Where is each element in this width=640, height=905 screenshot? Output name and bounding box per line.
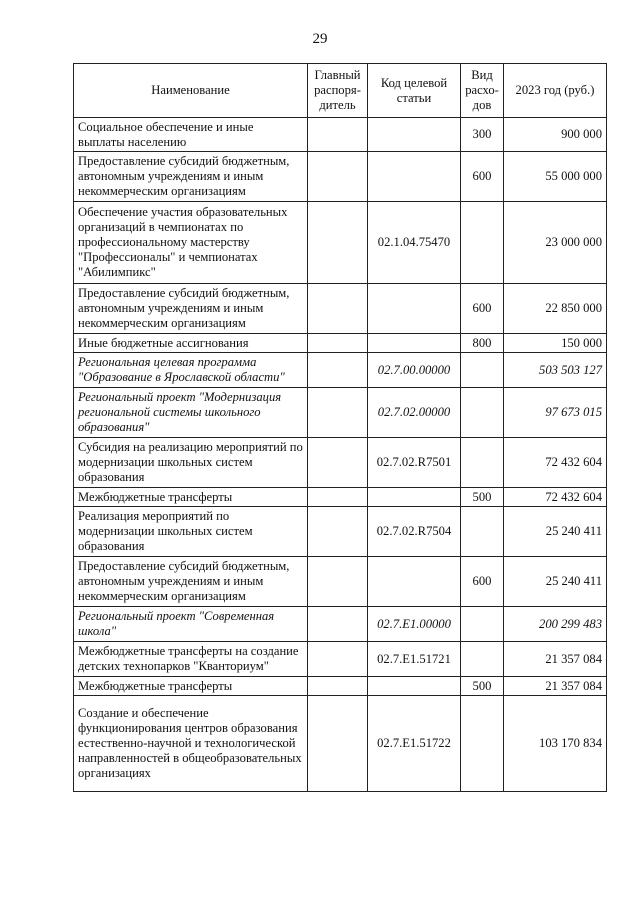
row-vid-cell (461, 388, 504, 438)
row-vid-cell: 500 (461, 677, 504, 696)
row-vid-cell (461, 607, 504, 642)
row-name-cell: Предоставление субсидий бюджетным, автономным учреждениям и иным некоммерческим организациям (74, 152, 308, 202)
row-administrator-cell (308, 557, 368, 607)
row-sum-cell: 72 432 604 (504, 488, 607, 507)
table-row (74, 353, 607, 388)
table-row (74, 488, 607, 507)
row-administrator-cell (308, 334, 368, 353)
row-sum-cell: 25 240 411 (504, 557, 607, 607)
row-vid-cell (461, 353, 504, 388)
row-administrator-cell (308, 677, 368, 696)
table-row (74, 152, 607, 202)
row-administrator-cell (308, 507, 368, 557)
table-row (74, 642, 607, 677)
row-sum-cell: 503 503 127 (504, 353, 607, 388)
row-administrator-cell (308, 388, 368, 438)
row-code-cell: 02.7.Е1.00000 (368, 607, 461, 642)
row-sum-cell: 200 299 483 (504, 607, 607, 642)
row-administrator-cell (308, 642, 368, 677)
row-vid-cell (461, 507, 504, 557)
row-administrator-cell (308, 488, 368, 507)
header-administrator: Главный распоря-дитель (308, 64, 368, 118)
table-row (74, 334, 607, 353)
row-code-cell: 02.7.02.R7501 (368, 438, 461, 488)
row-name-cell: Обеспечение участия образовательных организаций в чемпионатах по профессиональному мастерству "Профессионалы" и чемпионатах "Абилимпикс" (74, 202, 308, 284)
row-code-cell (368, 488, 461, 507)
row-code-cell (368, 557, 461, 607)
row-vid-cell (461, 202, 504, 284)
row-sum-cell: 22 850 000 (504, 284, 607, 334)
row-vid-cell: 300 (461, 118, 504, 152)
row-code-cell: 02.7.02.R7504 (368, 507, 461, 557)
row-vid-cell: 600 (461, 284, 504, 334)
row-administrator-cell (308, 118, 368, 152)
table-row (74, 438, 607, 488)
row-code-cell: 02.7.02.00000 (368, 388, 461, 438)
row-name-cell: Социальное обеспечение и иные выплаты населению (74, 118, 308, 152)
row-name-cell: Субсидия на реализацию мероприятий по модернизации школьных систем образования (74, 438, 308, 488)
row-administrator-cell (308, 607, 368, 642)
table-row (74, 118, 607, 152)
row-vid-cell (461, 438, 504, 488)
row-administrator-cell (308, 696, 368, 792)
row-sum-cell: 900 000 (504, 118, 607, 152)
row-name-cell: Межбюджетные трансферты (74, 677, 308, 696)
row-sum-cell: 21 357 084 (504, 642, 607, 677)
header-name: Наименование (74, 64, 308, 118)
page-number: 29 (312, 31, 328, 47)
row-code-cell: 02.7.Е1.51721 (368, 642, 461, 677)
row-code-cell: 02.7.00.00000 (368, 353, 461, 388)
row-name-cell: Межбюджетные трансферты на создание детских технопарков "Кванториум" (74, 642, 308, 677)
table-row (74, 388, 607, 438)
row-sum-cell: 25 240 411 (504, 507, 607, 557)
row-code-cell: 02.7.Е1.51722 (368, 696, 461, 792)
row-vid-cell: 800 (461, 334, 504, 353)
budget-table (73, 63, 607, 792)
header-code: Код целевой статьи (368, 64, 461, 118)
row-code-cell (368, 118, 461, 152)
row-sum-cell: 97 673 015 (504, 388, 607, 438)
row-name-cell: Создание и обеспечение функционирования центров образования естественно-научной и технологической направленностей в общеобразовательных организациях (74, 696, 308, 792)
row-name-cell: Предоставление субсидий бюджетным, автономным учреждениям и иным некоммерческим организациям (74, 557, 308, 607)
table-row (74, 202, 607, 284)
row-name-cell: Межбюджетные трансферты (74, 488, 308, 507)
row-code-cell (368, 334, 461, 353)
table-row (74, 507, 607, 557)
table-row (74, 696, 607, 792)
row-name-cell: Предоставление субсидий бюджетным, автономным учреждениям и иным некоммерческим организациям (74, 284, 308, 334)
row-administrator-cell (308, 353, 368, 388)
row-administrator-cell (308, 202, 368, 284)
row-code-cell (368, 677, 461, 696)
row-name-cell: Иные бюджетные ассигнования (74, 334, 308, 353)
row-sum-cell: 55 000 000 (504, 152, 607, 202)
row-sum-cell: 23 000 000 (504, 202, 607, 284)
row-vid-cell (461, 696, 504, 792)
table-header-row (74, 64, 607, 118)
row-sum-cell: 103 170 834 (504, 696, 607, 792)
row-sum-cell: 150 000 (504, 334, 607, 353)
table-row (74, 677, 607, 696)
row-vid-cell: 600 (461, 152, 504, 202)
row-name-cell: Реализация мероприятий по модернизации школьных систем образования (74, 507, 308, 557)
row-code-cell (368, 284, 461, 334)
table-row (74, 557, 607, 607)
row-name-cell: Региональная целевая программа "Образование в Ярославской области" (74, 353, 308, 388)
row-name-cell: Региональный проект "Современная школа" (74, 607, 308, 642)
table-row (74, 607, 607, 642)
row-name-cell: Региональный проект "Модернизация региональной системы школьного образования" (74, 388, 308, 438)
header-vid: Вид расхо-дов (461, 64, 504, 118)
row-sum-cell: 72 432 604 (504, 438, 607, 488)
table-row (74, 284, 607, 334)
row-vid-cell: 600 (461, 557, 504, 607)
row-code-cell: 02.1.04.75470 (368, 202, 461, 284)
row-administrator-cell (308, 152, 368, 202)
row-vid-cell (461, 642, 504, 677)
row-vid-cell: 500 (461, 488, 504, 507)
row-sum-cell: 21 357 084 (504, 677, 607, 696)
row-administrator-cell (308, 284, 368, 334)
header-sum: 2023 год (руб.) (504, 64, 607, 118)
row-code-cell (368, 152, 461, 202)
row-administrator-cell (308, 438, 368, 488)
